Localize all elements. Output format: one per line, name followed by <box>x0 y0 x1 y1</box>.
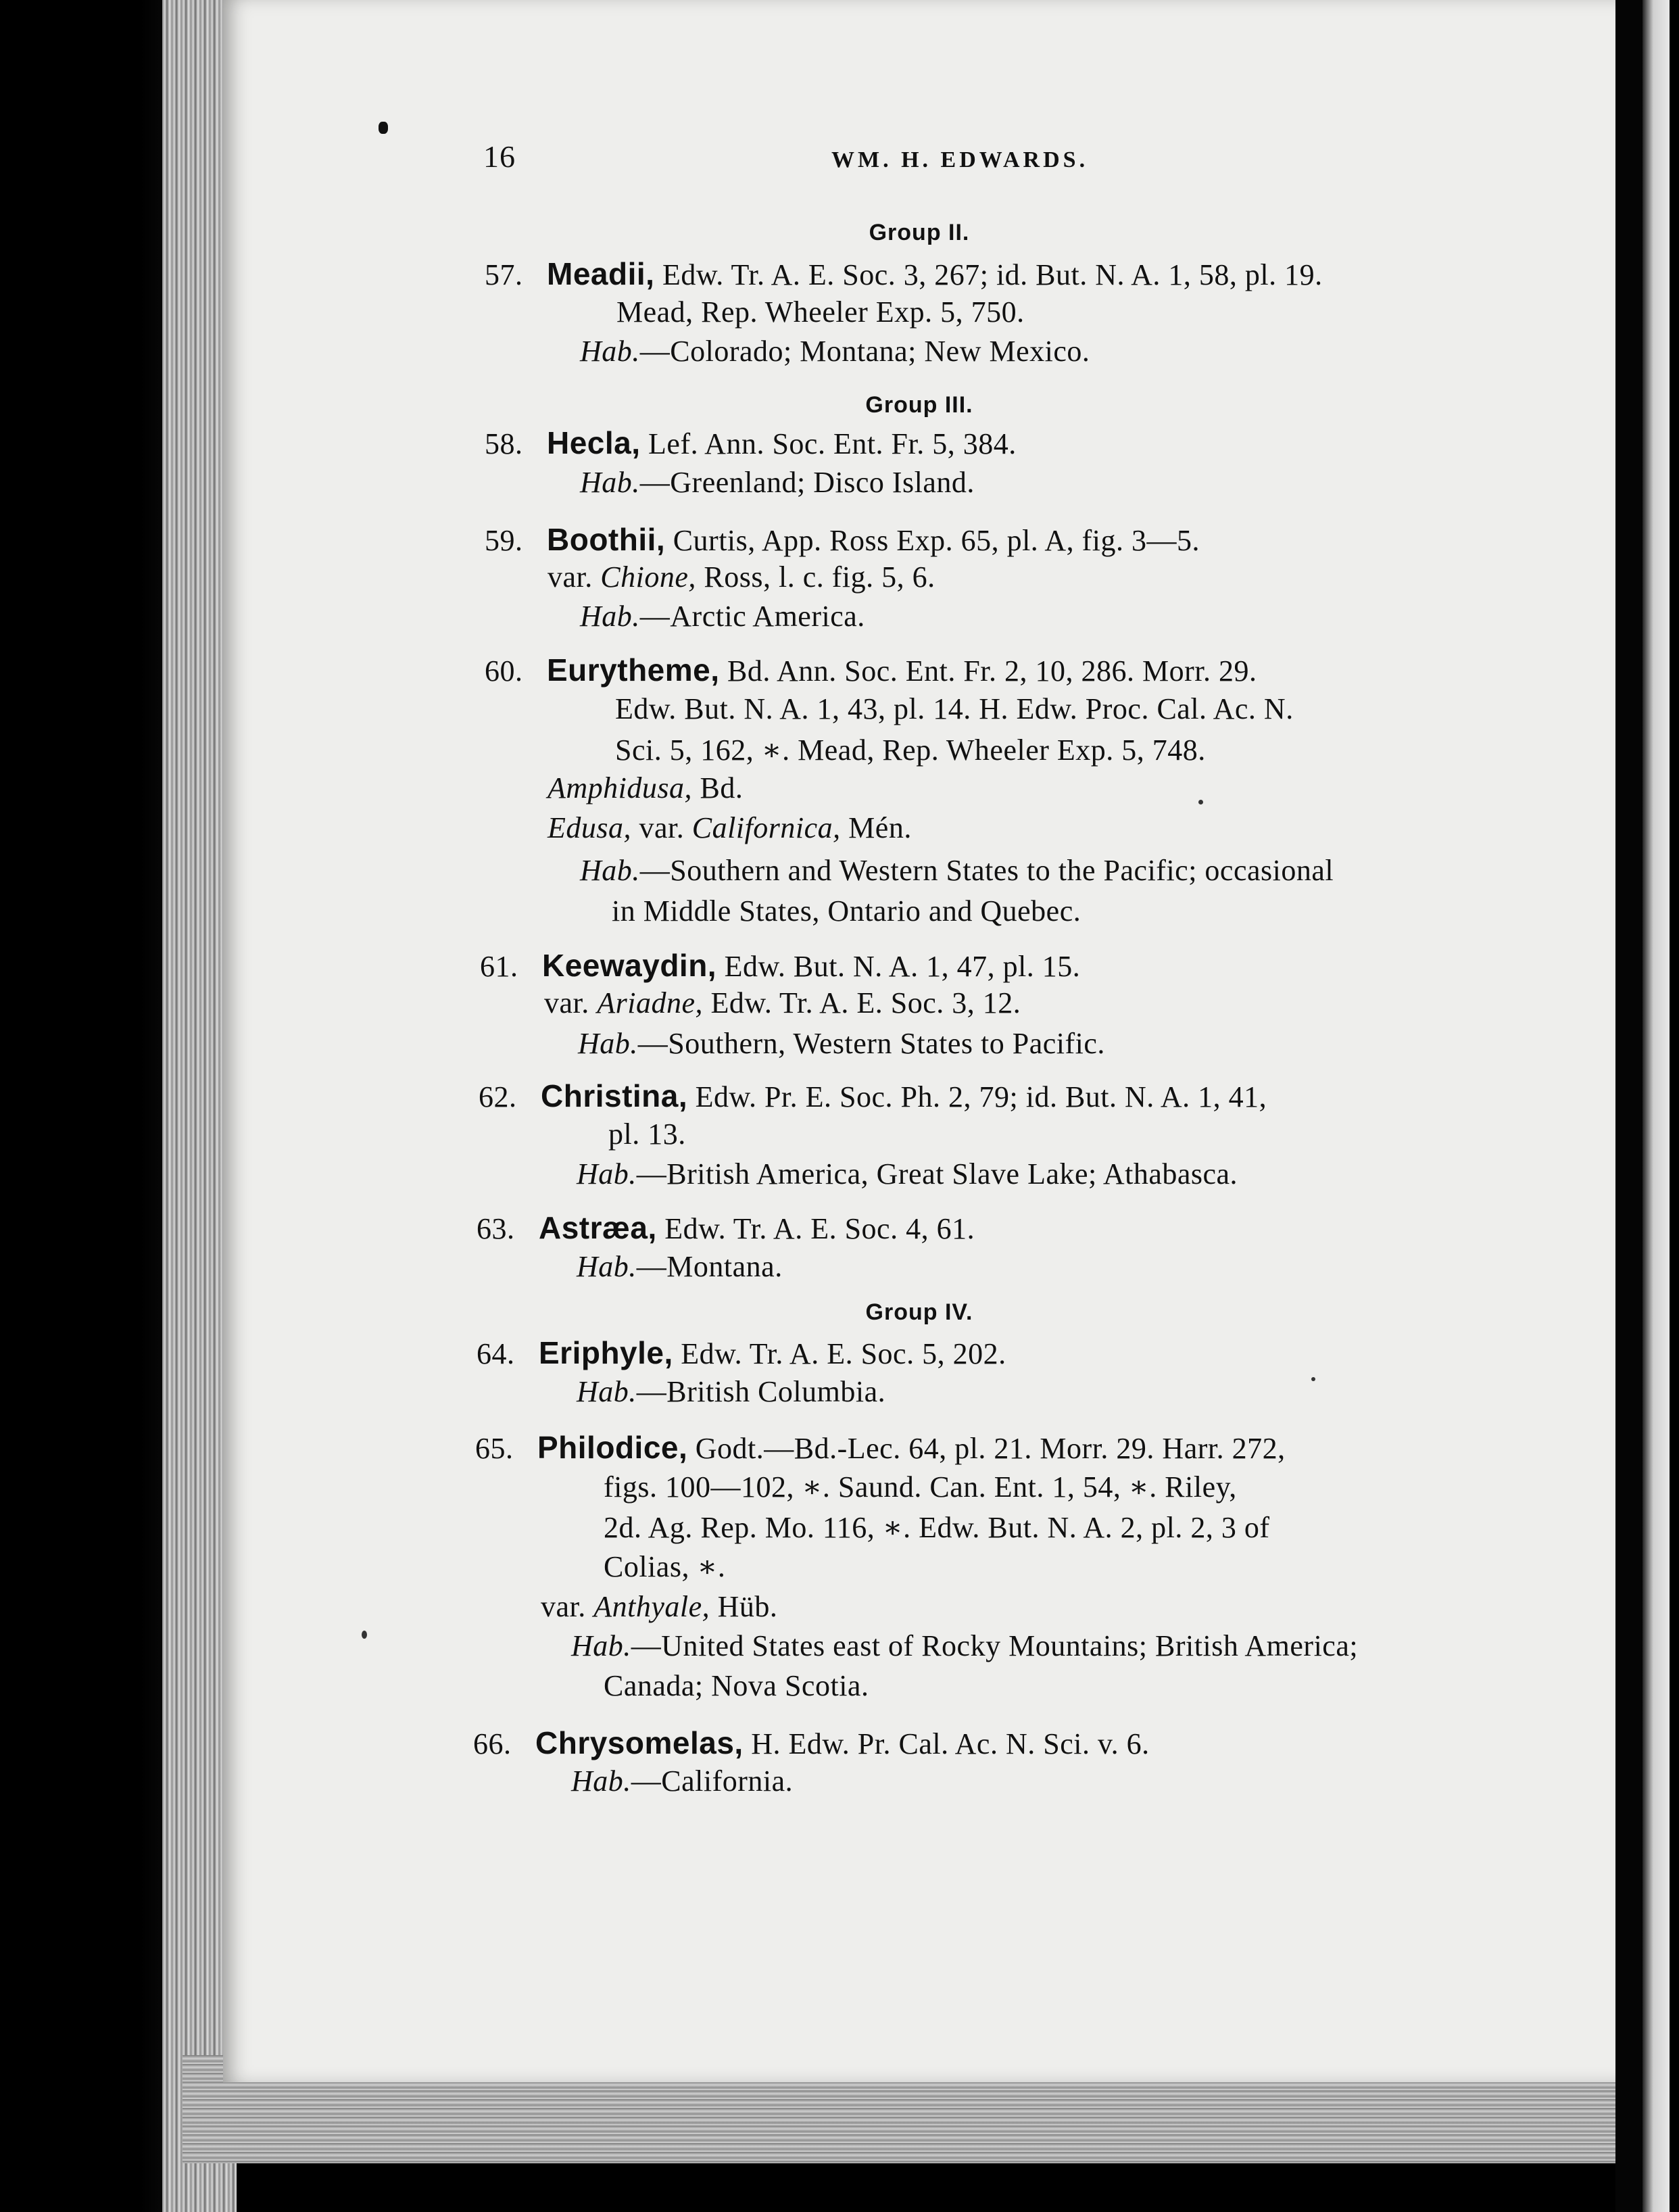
habitat-label: Hab. <box>577 1250 637 1283</box>
habitat-label: Hab. <box>577 1375 637 1408</box>
entry-line <box>485 654 1257 686</box>
habitat-line <box>580 337 1090 366</box>
variety-prefix: var. <box>541 1590 586 1623</box>
entry-line <box>473 1727 1150 1759</box>
variety-name: Californica, <box>691 811 841 844</box>
species-name: Eurytheme, <box>547 652 720 688</box>
habitat-line <box>577 1159 1238 1189</box>
variety-name: Chione, <box>600 560 696 594</box>
citation-line: Colias, ∗. <box>604 1550 726 1583</box>
variety-line <box>541 1592 777 1622</box>
species-name: Christina, <box>541 1078 688 1113</box>
group-heading: Group III. <box>865 392 973 418</box>
habitat-text: —British America, Great Slave Lake; Athabasca. <box>636 1157 1238 1191</box>
species-name: Chrysomelas, <box>535 1725 744 1760</box>
ink-speck <box>362 1631 367 1639</box>
entry-line <box>477 1337 1006 1369</box>
habitat-label: Hab. <box>580 854 640 887</box>
citation: Lef. Ann. Soc. Ent. Fr. 5, 384. <box>648 427 1017 460</box>
habitat-line <box>580 602 865 631</box>
habitat-label: Hab. <box>571 1764 631 1798</box>
entry-number: 57. <box>485 258 523 291</box>
citation-line: 2d. Ag. Rep. Mo. 116, ∗. Edw. But. N. A. 2, pl. 2, 3 of <box>604 1511 1270 1544</box>
habitat-text: —California. <box>631 1764 794 1798</box>
page-number: 16 <box>483 139 516 174</box>
synonym-name: Amphidusa, <box>548 771 692 804</box>
species-name: Eriphyle, <box>539 1335 673 1370</box>
habitat-line <box>571 1631 1358 1661</box>
citation-line: Mead, Rep. Wheeler Exp. 5, 750. <box>616 295 1025 329</box>
entry-line <box>485 524 1200 556</box>
running-head: WM. H. EDWARDS. <box>831 147 1089 172</box>
facing-page-sliver <box>1642 0 1670 2212</box>
habitat-text: —Arctic America. <box>639 600 865 633</box>
species-name: Philodice, <box>537 1430 688 1465</box>
entry-number: 60. <box>485 654 523 688</box>
citation: Edw. Tr. A. E. Soc. 3, 267; id. But. N. A. 1, 58, pl. 19. <box>662 258 1323 291</box>
variety-author: Hüb. <box>717 1590 778 1623</box>
habitat-text: —Southern, Western States to Pacific. <box>637 1027 1105 1060</box>
species-name: Hecla, <box>547 425 641 460</box>
species-name: Keewaydin, <box>542 948 717 983</box>
citation: Edw. Tr. A. E. Soc. 4, 61. <box>664 1212 975 1245</box>
entry-line <box>479 1080 1267 1112</box>
habitat-label: Hab. <box>580 466 640 499</box>
species-name: Meadii, <box>547 256 655 291</box>
entry-line <box>477 1212 975 1244</box>
group-heading: Group IV. <box>865 1299 973 1325</box>
group-heading: Group II. <box>869 220 970 245</box>
habitat-label: Hab. <box>577 1157 637 1191</box>
variety-line <box>544 988 1021 1018</box>
citation: Bd. Ann. Soc. Ent. Fr. 2, 10, 286. Morr. 29. <box>727 654 1257 688</box>
citation: Edw. Tr. A. E. Soc. 5, 202. <box>681 1337 1006 1370</box>
entry-line <box>480 950 1080 982</box>
habitat-text: —Southern and Western States to the Pacific; occasional <box>639 854 1334 887</box>
citation-line: figs. 100—102, ∗. Saund. Can. Ent. 1, 54, ∗. Riley, <box>604 1470 1237 1504</box>
synonym-author: Bd. <box>700 771 744 804</box>
variety-line <box>548 562 935 592</box>
habitat-line <box>580 468 975 498</box>
habitat-text: —United States east of Rocky Mountains; British America; <box>631 1629 1359 1662</box>
entry-number: 64. <box>477 1337 515 1370</box>
habitat-line <box>578 1029 1105 1059</box>
entry-number: 66. <box>473 1727 512 1760</box>
variety-citation: Edw. Tr. A. E. Soc. 3, 12. <box>710 986 1021 1019</box>
synonym-line <box>548 773 743 803</box>
habitat-line <box>571 1766 793 1796</box>
variety-citation: Ross, l. c. fig. 5, 6. <box>704 560 935 594</box>
habitat-label: Hab. <box>580 335 640 368</box>
habitat-label: Hab. <box>580 600 640 633</box>
entry-number: 58. <box>485 427 523 460</box>
variety-prefix: var. <box>548 560 593 594</box>
habitat-line <box>580 856 1334 886</box>
scan-left-border <box>0 0 176 2212</box>
habitat-line: Canada; Nova Scotia. <box>604 1669 869 1702</box>
entry-number: 63. <box>477 1212 515 1245</box>
entry-line <box>485 258 1323 290</box>
entry-number: 62. <box>479 1080 517 1113</box>
entry-number: 65. <box>475 1432 514 1465</box>
habitat-line <box>577 1252 783 1282</box>
entry-line <box>485 427 1017 459</box>
variety-prefix: var. <box>544 986 589 1019</box>
synonym-name: Edusa, <box>548 811 631 844</box>
citation-line: pl. 13. <box>608 1117 686 1151</box>
habitat-line <box>577 1377 885 1407</box>
habitat-text: —British Columbia. <box>636 1375 886 1408</box>
ink-speck <box>1311 1377 1315 1381</box>
species-name: Astræa, <box>539 1210 657 1245</box>
habitat-label: Hab. <box>571 1629 631 1662</box>
citation: Curtis, App. Ross Exp. 65, pl. A, fig. 3—5. <box>673 524 1200 557</box>
citation: H. Edw. Pr. Cal. Ac. N. Sci. v. 6. <box>751 1727 1150 1760</box>
habitat-text: —Greenland; Disco Island. <box>639 466 975 499</box>
species-name: Boothii, <box>547 522 666 557</box>
habitat-label: Hab. <box>578 1027 638 1060</box>
habitat-line: in Middle States, Ontario and Quebec. <box>612 894 1081 928</box>
entry-number: 59. <box>485 524 523 557</box>
ink-mark <box>379 122 388 134</box>
citation: Godt.—Bd.-Lec. 64, pl. 21. Morr. 29. Harr. 272, <box>695 1432 1286 1465</box>
ink-speck <box>1198 800 1203 804</box>
entry-number: 61. <box>480 950 518 983</box>
variety-name: Ariadne, <box>597 986 704 1019</box>
variety-name: Anthyale, <box>593 1590 710 1623</box>
citation-line: Edw. But. N. A. 1, 43, pl. 14. H. Edw. Proc. Cal. Ac. N. <box>615 692 1294 725</box>
variety-author: Mén. <box>848 811 912 844</box>
habitat-text: —Montana. <box>636 1250 783 1283</box>
citation: Edw. Pr. E. Soc. Ph. 2, 79; id. But. N. A. 1, 41, <box>695 1080 1267 1113</box>
habitat-text: —Colorado; Montana; New Mexico. <box>639 335 1090 368</box>
citation-line: Sci. 5, 162, ∗. Mead, Rep. Wheeler Exp. 5, 748. <box>615 734 1206 767</box>
entry-line <box>475 1432 1286 1464</box>
synonym-line <box>548 813 912 843</box>
variety-prefix: var. <box>639 811 685 844</box>
citation: Edw. But. N. A. 1, 47, pl. 15. <box>724 950 1081 983</box>
